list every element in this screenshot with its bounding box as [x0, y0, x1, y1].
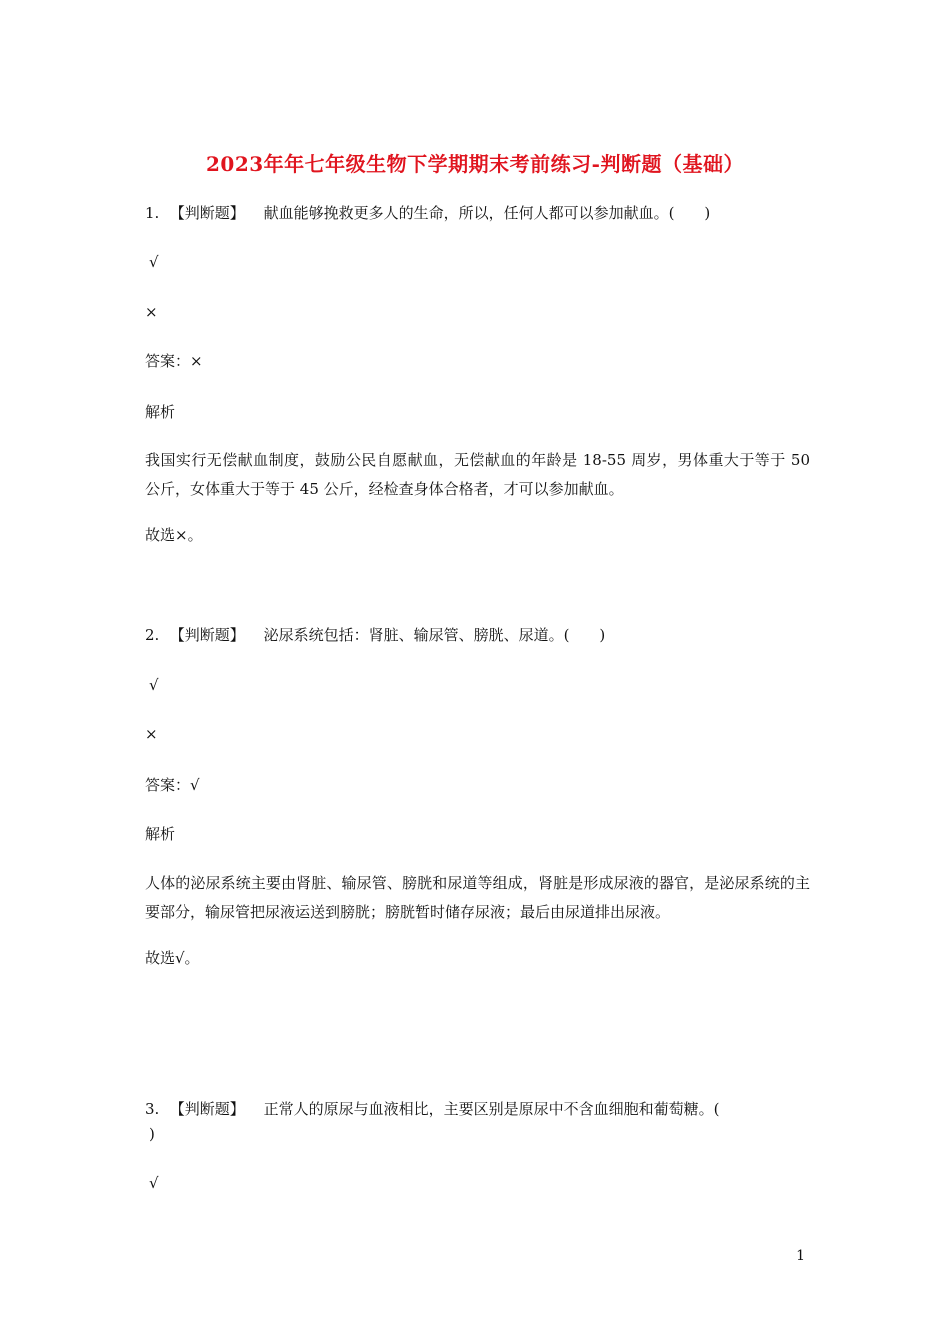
option-true: √	[149, 676, 159, 694]
page-number: 1	[796, 1248, 805, 1264]
option-false: ×	[145, 303, 158, 321]
question-type-tag: 【判断题】	[169, 1100, 245, 1118]
question-type-tag: 【判断题】	[169, 626, 245, 644]
option-true: √	[149, 253, 159, 271]
question-1	[145, 200, 810, 226]
analysis-text: 人体的泌尿系统主要由肾脏、输尿管、膀胱和尿道等组成，肾脏是形成尿液的器官，是泌尿系统的主要部分，输尿管把尿液运送到膀胱；膀胱暂时储存尿液；最后由尿道排出尿液。	[145, 874, 810, 921]
question-3	[145, 1096, 810, 1122]
option-false: ×	[145, 725, 158, 743]
question-number: 2.	[145, 626, 160, 644]
analysis-text: 我国实行无偿献血制度，鼓励公民自愿献血，无偿献血的年龄是 18-55 周岁，男体重大于等于 50 公斤，女体重大于等于 45 公斤，经检查身体合格者，才可以参加献血。	[145, 451, 810, 498]
conclusion: 故选×。	[145, 526, 203, 544]
question-text: 献血能够挽救更多人的生命，所以，任何人都可以参加献血。( )	[263, 204, 711, 222]
question-text: 泌尿系统包括：肾脏、输尿管、膀胱、尿道。( )	[263, 626, 606, 644]
analysis-label: 解析	[145, 825, 176, 843]
analysis-label: 解析	[145, 403, 176, 421]
question-2	[145, 622, 810, 648]
page-title: 2023年年七年级生物下学期期末考前练习-判断题（基础）	[206, 152, 744, 176]
question-number: 3.	[145, 1100, 160, 1118]
question-text: 正常人的原尿与血液相比，主要区别是原尿中不含血细胞和葡萄糖。(	[263, 1100, 720, 1118]
question-text-continuation: )	[149, 1125, 155, 1143]
question-number: 1.	[145, 204, 160, 222]
answer: 答案：×	[145, 352, 203, 370]
conclusion: 故选√。	[145, 949, 200, 967]
question-type-tag: 【判断题】	[169, 204, 245, 222]
answer: 答案：√	[145, 776, 200, 794]
option-true: √	[149, 1174, 159, 1192]
